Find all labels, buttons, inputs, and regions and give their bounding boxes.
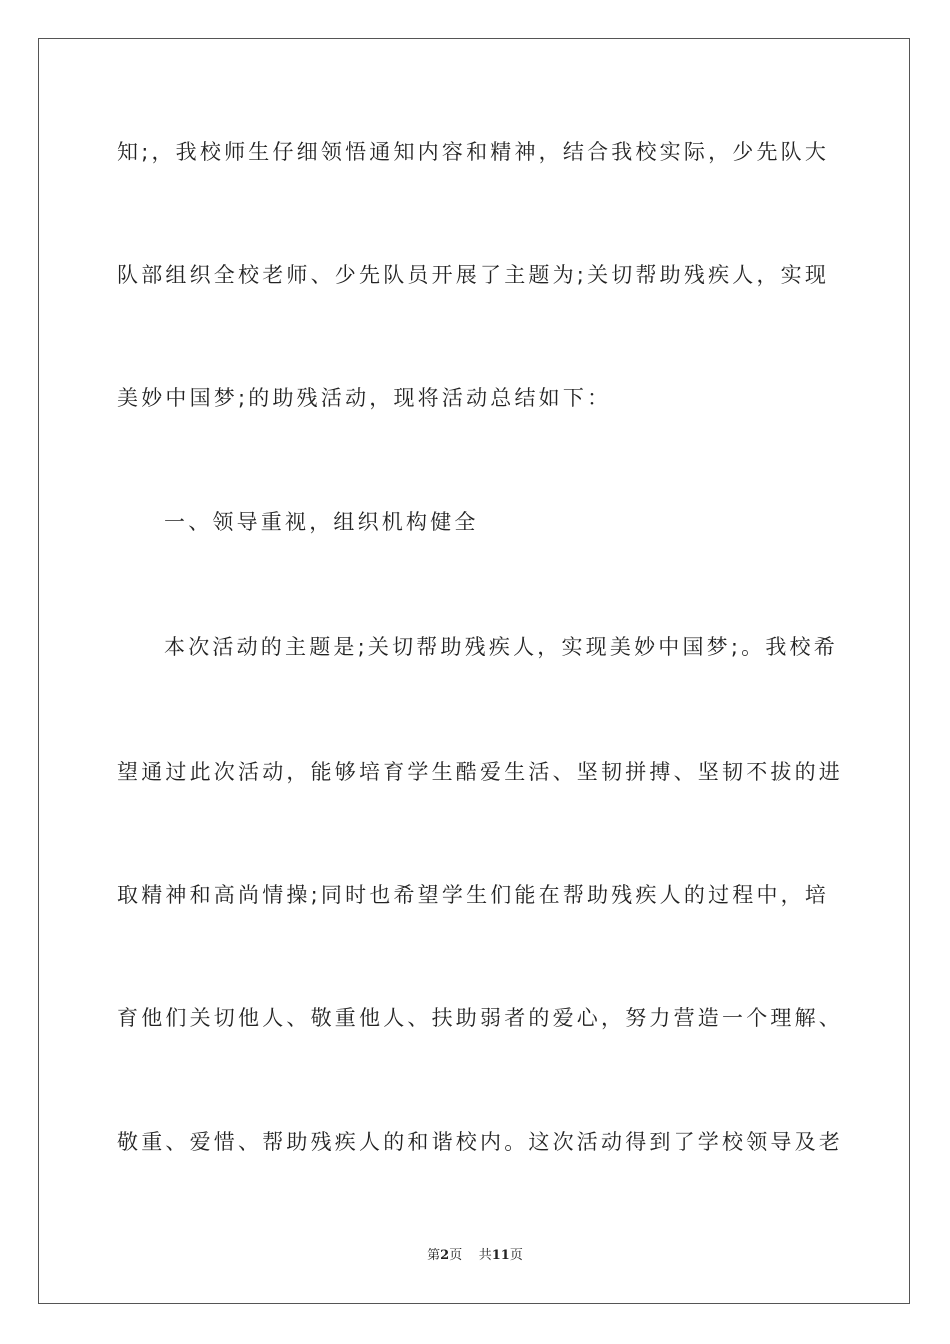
body-line: 本次活动的主题是;关切帮助残疾人，实现美妙中国梦;。我校希 [164,635,838,659]
page-number: 2 [440,1248,450,1263]
section-heading: 一、领导重视，组织机构健全 [164,510,479,534]
body-line: 望通过此次活动，能够培育学生酷爱生活、坚韧拼搏、坚韧不拔的进 [117,760,843,784]
page-prefix: 第 [427,1248,441,1263]
body-line: 队部组织全校老师、少先队员开展了主题为;关切帮助残疾人，实现 [117,263,830,287]
body-line: 敬重、爱惜、帮助残疾人的和谐校内。这次活动得到了学校领导及老 [117,1130,843,1154]
total-suffix: 页 [509,1248,523,1263]
body-line: 育他们关切他人、敬重他人、扶助弱者的爱心，努力营造一个理解、 [117,1006,843,1030]
total-pages: 11 [491,1248,510,1263]
page-footer [0,1244,950,1263]
page-border [38,38,910,1304]
body-line: 美妙中国梦;的助残活动，现将活动总结如下： [117,386,612,410]
body-line: 知;，我校师生仔细领悟通知内容和精神，结合我校实际，少先队大 [117,140,830,164]
total-prefix: 共 [478,1248,492,1263]
body-line: 取精神和高尚情操;同时也希望学生们能在帮助残疾人的过程中，培 [117,883,830,907]
page-suffix: 页 [449,1248,463,1263]
